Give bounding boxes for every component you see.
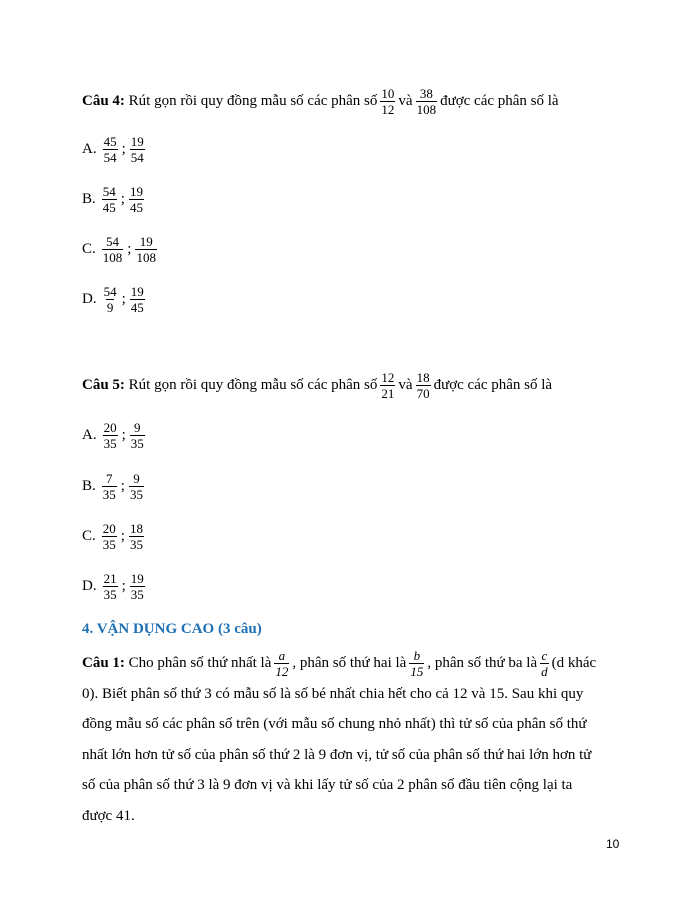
numerator: 9 <box>133 471 140 486</box>
option-label: A. <box>82 427 97 443</box>
denominator: 12 <box>275 663 289 679</box>
numerator: 38 <box>419 86 433 101</box>
fraction <box>103 571 118 602</box>
option-label: B. <box>82 478 96 494</box>
fraction <box>103 134 118 165</box>
numerator: 19 <box>129 184 143 199</box>
paragraph-line: nhất lớn hơn tử số của phân số thứ 2 là 9 đơn vị, tử số của phân số thứ hai lớn hơn tử <box>82 746 592 763</box>
fraction <box>102 521 117 552</box>
fraction <box>129 471 144 502</box>
question-text: Cho phân số thứ nhất là <box>128 655 272 671</box>
fraction <box>130 571 145 602</box>
numerator: 21 <box>103 571 117 586</box>
numerator: 18 <box>129 521 143 536</box>
q5-option-b[interactable] <box>82 471 147 502</box>
numerator: 19 <box>130 134 144 149</box>
denominator: 54 <box>130 150 144 165</box>
numerator: 9 <box>134 420 141 435</box>
paragraph-line: đồng mẫu số các phân số trên (với mẫu số chung nhỏ nhất) thì tử số của phân số thứ <box>82 716 587 732</box>
denominator: 35 <box>102 537 116 552</box>
fraction <box>129 184 144 215</box>
q4-option-d[interactable] <box>82 284 148 315</box>
q5-option-d[interactable] <box>82 571 148 602</box>
numerator: 18 <box>416 370 430 385</box>
option-label: A. <box>82 141 97 157</box>
denominator: 35 <box>130 587 144 602</box>
numerator: 20 <box>102 521 116 536</box>
denominator: 45 <box>102 200 116 215</box>
numerator: 54 <box>106 234 120 249</box>
numerator: 19 <box>130 284 144 299</box>
denominator: 108 <box>136 250 156 265</box>
denominator: 108 <box>102 250 123 265</box>
denominator: 35 <box>103 436 117 451</box>
question-4-stem <box>82 86 559 117</box>
numerator: 10 <box>381 86 395 101</box>
question-text: được các phân số là <box>440 93 559 109</box>
separator: ; <box>120 191 125 207</box>
separator: ; <box>120 478 125 494</box>
fraction <box>409 648 424 679</box>
question-1-label: Câu 1: <box>82 655 125 671</box>
denominator: 15 <box>410 663 424 679</box>
option-label: B. <box>82 191 96 207</box>
question-4-label: Câu 4: <box>82 93 125 109</box>
conjunction: và <box>398 93 413 109</box>
conjunction: và <box>398 377 413 393</box>
denominator: 21 <box>381 386 395 401</box>
numerator: 54 <box>103 284 117 299</box>
question-5-label: Câu 5: <box>82 377 125 393</box>
denominator: 35 <box>129 487 143 502</box>
q5-option-c[interactable] <box>82 521 147 552</box>
q4-option-a[interactable] <box>82 134 148 165</box>
fraction <box>103 284 118 315</box>
fraction <box>380 370 395 401</box>
numerator: 45 <box>103 134 117 149</box>
fraction <box>103 420 118 451</box>
numerator: 12 <box>381 370 395 385</box>
fraction <box>416 86 438 117</box>
denominator: 35 <box>130 436 144 451</box>
numerator: a <box>278 647 286 663</box>
denominator: 12 <box>381 102 395 117</box>
fraction <box>102 234 124 265</box>
denominator: 108 <box>416 102 437 117</box>
separator: ; <box>121 427 126 443</box>
fraction <box>274 648 289 679</box>
question-1-paragraph <box>82 648 618 831</box>
fraction <box>102 184 117 215</box>
fraction <box>102 471 117 502</box>
fraction <box>416 370 431 401</box>
option-label: C. <box>82 528 96 544</box>
fraction <box>540 648 549 679</box>
numerator: 20 <box>103 420 117 435</box>
question-text: (d khác <box>551 655 597 671</box>
section-heading: 4. VẬN DỤNG CAO (3 câu) <box>82 621 262 637</box>
fraction <box>130 284 145 315</box>
q4-option-b[interactable] <box>82 184 147 215</box>
denominator: 35 <box>102 487 116 502</box>
fraction <box>380 86 395 117</box>
paragraph-line <box>82 648 618 679</box>
fraction <box>130 134 145 165</box>
page-number: 10 <box>606 837 620 851</box>
question-text: Rút gọn rồi quy đồng mẫu số các phân số <box>128 93 378 109</box>
denominator: 45 <box>129 200 143 215</box>
separator: ; <box>121 578 126 594</box>
question-text: , phân số thứ hai là <box>292 655 407 671</box>
numerator: 54 <box>102 184 116 199</box>
separator: ; <box>120 528 125 544</box>
paragraph-line: số của phân số thứ 3 là 9 đơn vị và khi lấy tử số của 2 phân số đầu tiên cộng lại ta <box>82 777 573 793</box>
option-label: D. <box>82 291 97 307</box>
numerator: c <box>541 647 548 663</box>
option-label: C. <box>82 241 96 257</box>
denominator: d <box>541 663 548 679</box>
separator: ; <box>121 291 126 307</box>
separator: ; <box>121 141 126 157</box>
numerator: 7 <box>106 471 113 486</box>
numerator: 19 <box>130 571 144 586</box>
denominator: 35 <box>103 587 117 602</box>
fraction <box>135 234 157 265</box>
denominator: 35 <box>129 537 143 552</box>
paragraph-line: được 41. <box>82 807 135 824</box>
denominator: 45 <box>130 300 144 315</box>
q4-option-c[interactable] <box>82 234 160 265</box>
denominator: 54 <box>103 150 117 165</box>
question-text: được các phân số là <box>433 377 553 393</box>
numerator: b <box>413 647 421 663</box>
question-text: Rút gọn rồi quy đồng mẫu số các phân số <box>128 377 378 393</box>
question-5-stem <box>82 370 552 401</box>
question-text: , phân số thứ ba là <box>427 655 538 671</box>
option-label: D. <box>82 578 97 594</box>
separator: ; <box>127 241 132 257</box>
fraction <box>130 420 145 451</box>
denominator: 70 <box>416 386 430 401</box>
q5-option-a[interactable] <box>82 420 148 451</box>
numerator: 19 <box>139 234 153 249</box>
fraction <box>129 521 144 552</box>
paragraph-line: 0). Biết phân số thứ 3 có mẫu số là số bé nhất chia hết cho cả 12 và 15. Sau khi quy <box>82 685 584 702</box>
denominator: 9 <box>106 300 114 315</box>
